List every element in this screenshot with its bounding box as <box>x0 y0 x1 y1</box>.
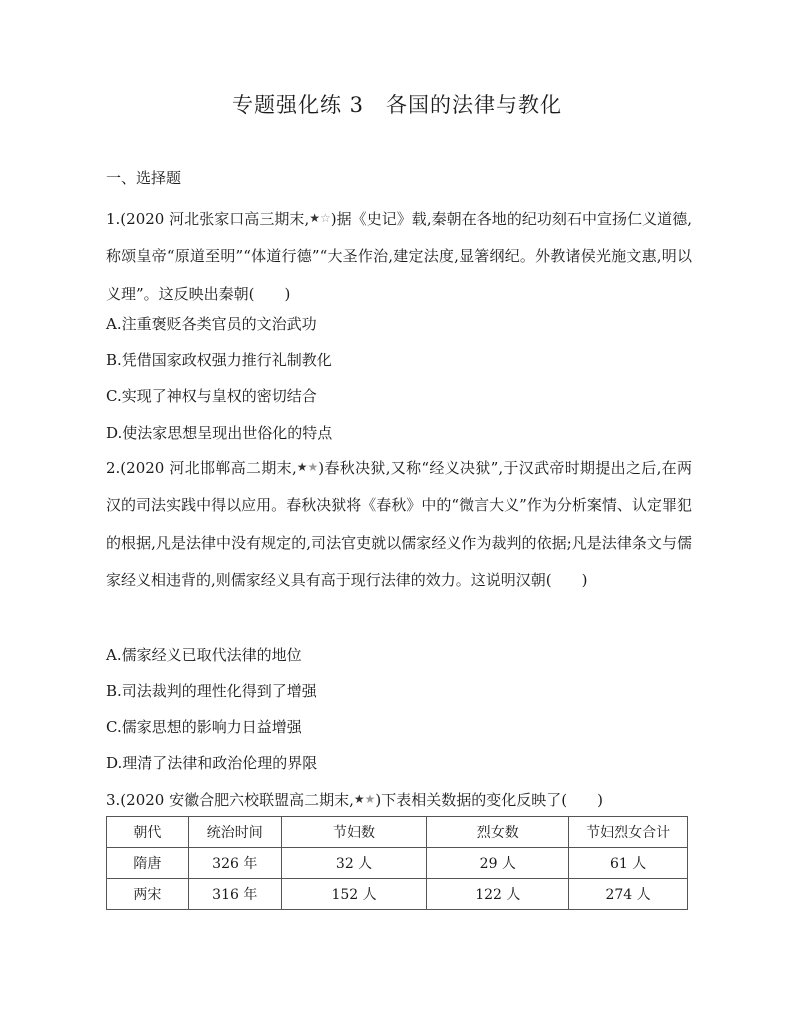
table-header-cell: 烈女数 <box>427 817 569 848</box>
section-heading: 一、选择题 <box>106 169 182 187</box>
table-header-cell: 节妇烈女合计 <box>569 817 688 848</box>
question-3 <box>106 789 603 810</box>
difficulty-stars-icon: ★★ <box>296 460 319 474</box>
table-cell: 274 人 <box>569 879 688 910</box>
table-header-cell: 节妇数 <box>281 817 427 848</box>
question-1-option-a: A.注重褒贬各类官员的文治武功 <box>106 315 317 333</box>
table-cell: 122 人 <box>427 879 569 910</box>
data-table <box>106 816 688 910</box>
question-3-stem: )下表相关数据的变化反映了( ) <box>375 791 603 809</box>
table-header-row <box>107 817 688 848</box>
page-title: 专题强化练 3 各国的法律与教化 <box>231 93 563 117</box>
table-row <box>107 848 688 879</box>
question-1-stem: )据《史记》载,秦朝在各地的纪功刻石中宣扬仁义道德,称颂皇帝“原道至明”“体道行德”“大圣作治,建定法度,显箸纲纪。外教诸侯光施文惠,明以义理”。这反映出秦朝( ) <box>106 210 693 303</box>
question-2-stem: )春秋决狱,又称“经义决狱”,于汉武帝时期提出之后,在两汉的司法实践中得以应用。春秋决狱将《春秋》中的“微言大义”作为分析案情、认定罪犯的根据,凡是法律中没有规定的,司法官吏就以儒家经义作为裁判的依据;凡是法律条文与儒家经义相违背的,则儒家经义具有高于现行法律的效力。这说明汉朝( ) <box>106 459 693 589</box>
question-1-option-d: D.使法家思想呈现出世俗化的特点 <box>106 424 333 442</box>
question-2 <box>106 449 692 599</box>
table-cell: 326 年 <box>188 848 281 879</box>
table-cell: 隋唐 <box>107 848 189 879</box>
table-row <box>107 879 688 910</box>
question-3-prefix: 3.(2020 安徽合肥六校联盟高二期末, <box>106 791 354 809</box>
table-cell: 61 人 <box>569 848 688 879</box>
question-2-option-b: B.司法裁判的理性化得到了增强 <box>106 682 317 700</box>
table-cell: 152 人 <box>281 879 427 910</box>
question-1-option-b: B.凭借国家政权强力推行礼制教化 <box>106 351 332 369</box>
question-1 <box>106 200 692 313</box>
difficulty-stars-icon: ★★ <box>353 792 376 806</box>
question-1-prefix: 1.(2020 河北张家口高三期末, <box>106 210 310 228</box>
question-1-option-c: C.实现了神权与皇权的密切结合 <box>106 387 317 405</box>
table-cell: 两宋 <box>107 879 189 910</box>
question-2-prefix: 2.(2020 河北邯郸高二期末, <box>106 459 297 477</box>
table-cell: 32 人 <box>281 848 427 879</box>
question-2-option-a: A.儒家经义已取代法律的地位 <box>106 646 302 664</box>
question-2-option-d: D.理清了法律和政治伦理的界限 <box>106 754 318 772</box>
difficulty-stars-icon: ★☆ <box>309 211 331 225</box>
table-header-cell: 朝代 <box>107 817 189 848</box>
table-header-cell: 统治时间 <box>188 817 281 848</box>
question-2-option-c: C.儒家思想的影响力日益增强 <box>106 718 302 736</box>
table-cell: 316 年 <box>188 879 281 910</box>
table-cell: 29 人 <box>427 848 569 879</box>
